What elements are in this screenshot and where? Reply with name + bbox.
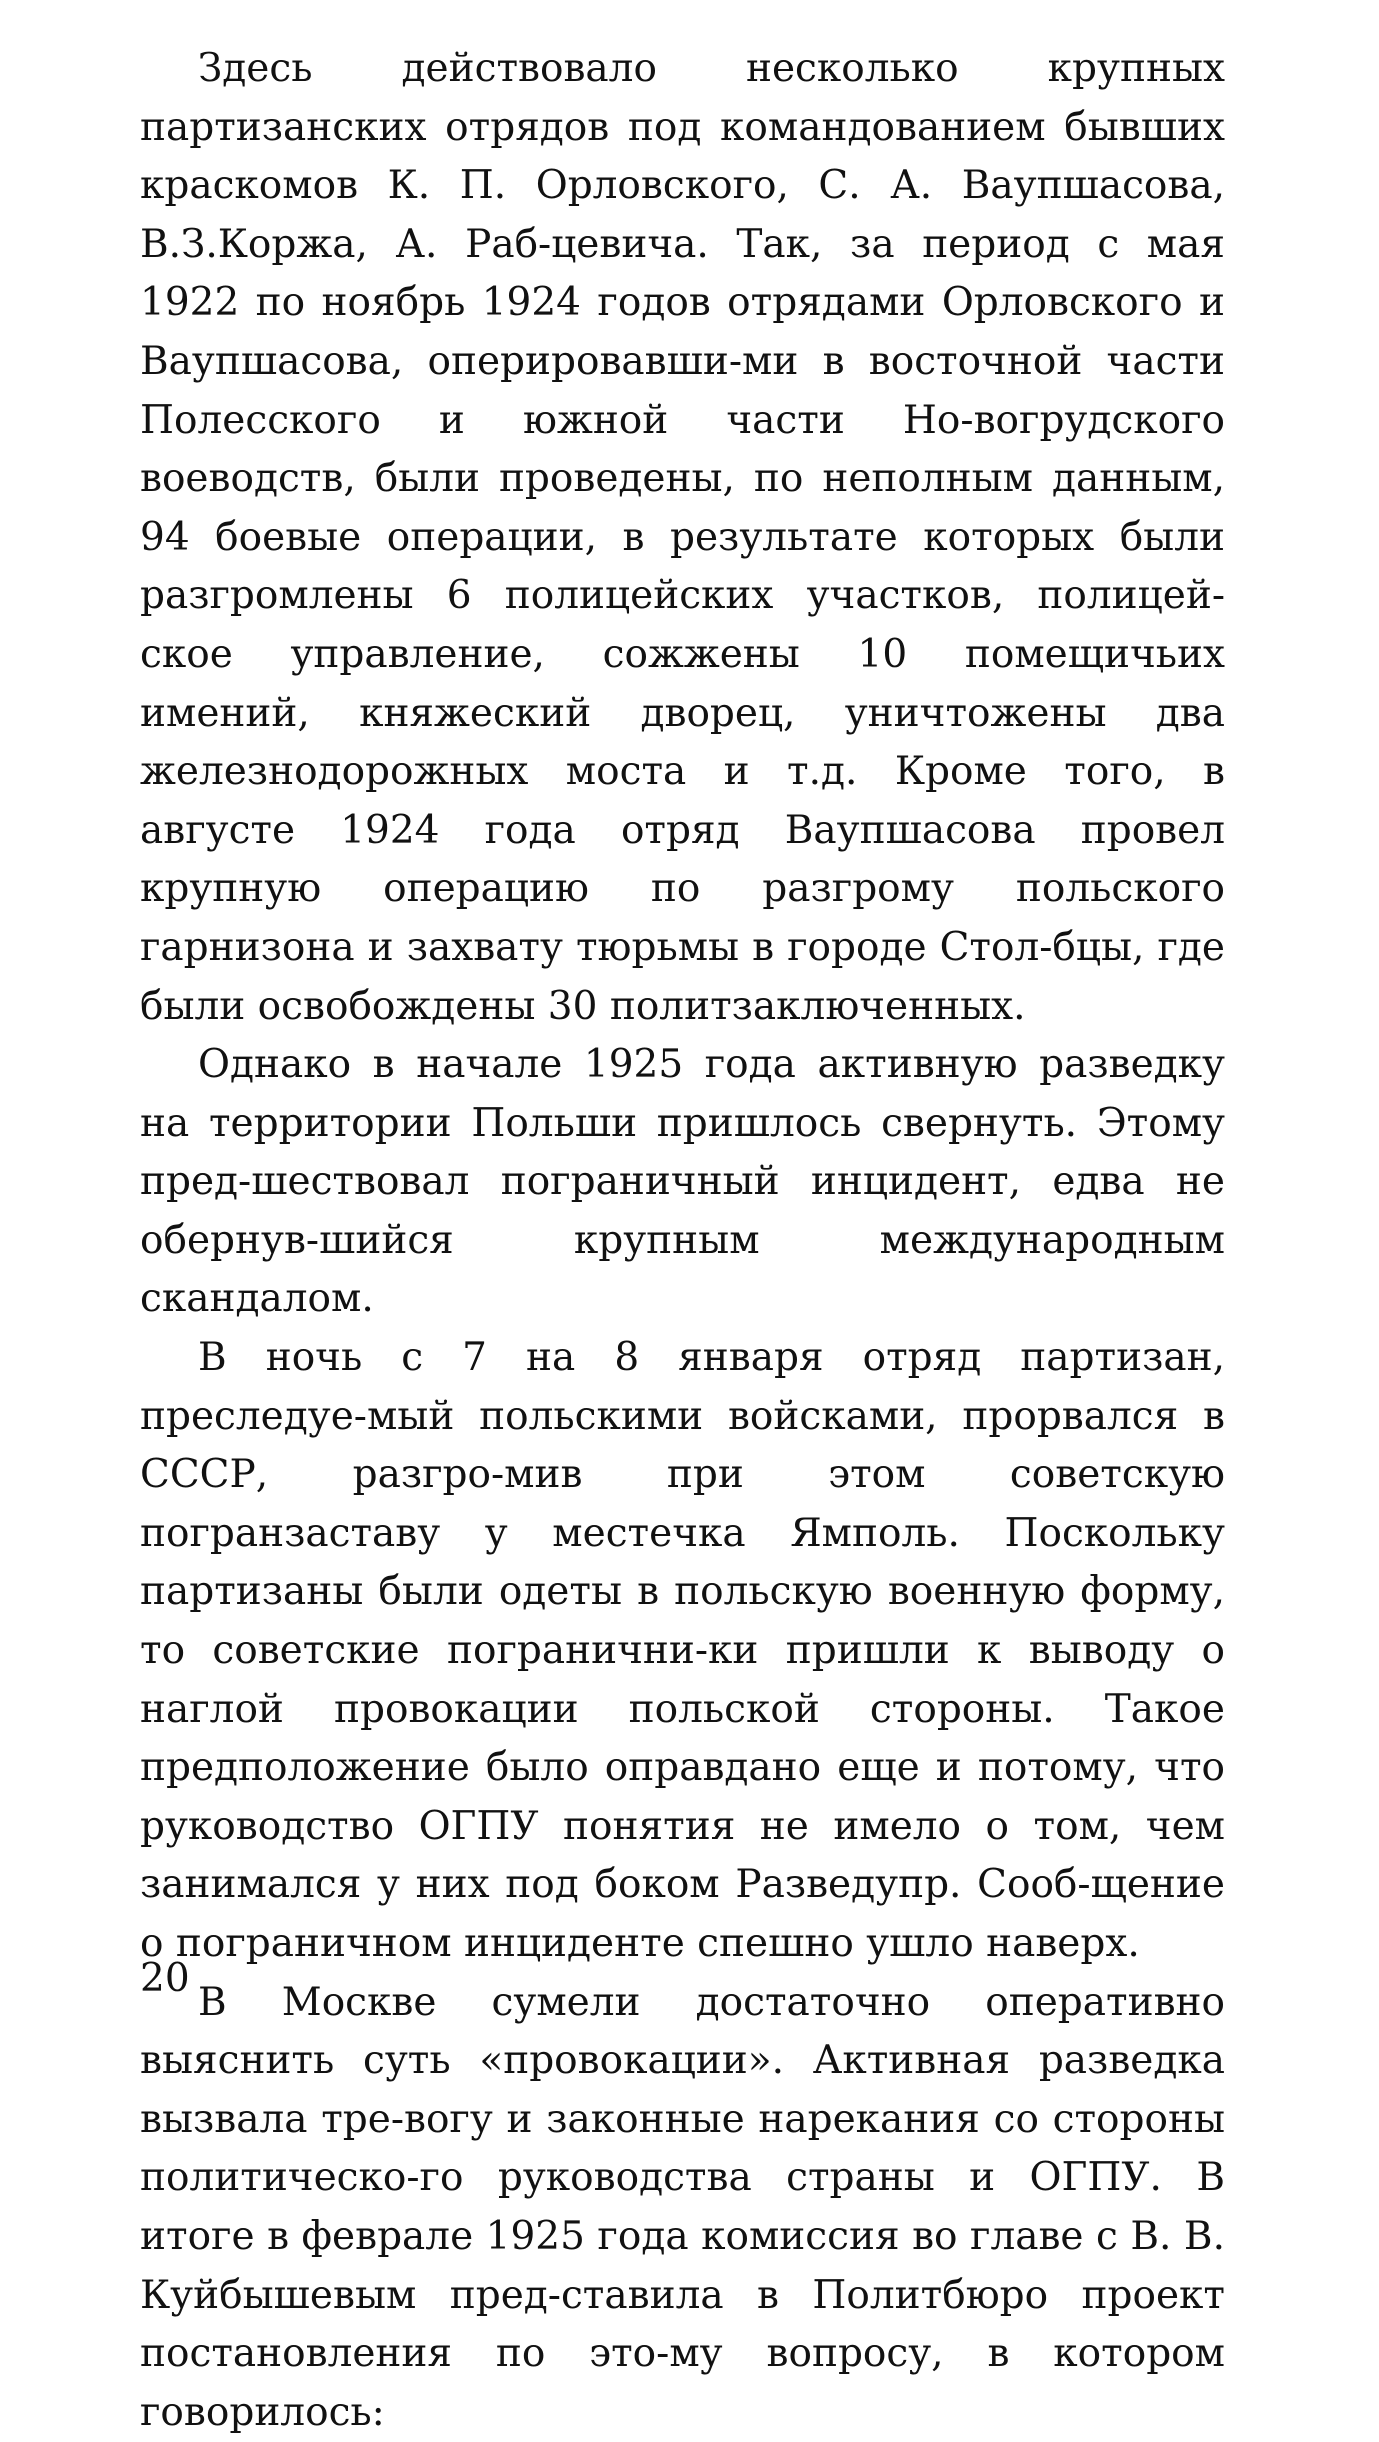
paragraph-yampol-raid: В ночь с 7 на 8 января отряд партизан, преследуе-мый польскими войсками, прорвался в СССР, разгро-мив при этом советскую погранзаставу у местечка Ямполь. Поскольку партизаны были одеты в польскую военную форму, то советские погранични-ки пришли к выводу о наглой провокации польской стороны. Такое предположение было оправдано еще и потому, что руководство ОГПУ понятия не имело о том, чем занимался у них под боком Разведупр. Сооб-щение о пограничном инциденте спешно ушло наверх. bbox=[140, 1335, 1225, 1966]
paragraph-partisan-units: Здесь действовало несколько крупных партизанских отрядов под командованием бывших краскомов К. П. Орловского, С. А. Ваупшасова, В.З.Коржа, А. Раб-цевича. Так, за период с мая 1922 по ноябрь 1924 годов отрядами Орловского и Ваупшасова, оперировавши-ми в восточной части Полесского и южной части Но-вогрудского воеводств, были проведены, по неполным данным, 94 боевые операции, в результате которых были разгромлены 6 полицейских участков, полицей-ское управление, сожжены 10 помещичьих имений, княжеский дворец, уничтожены два железнодорожных моста и т.д. Кроме того, в августе 1924 года отряд Ваупшасова провел крупную операцию по разгрому польского гарнизона и захвату тюрьмы в городе Стол-бцы, где были освобождены 30 политзаключенных. bbox=[140, 46, 1225, 1029]
paragraph-border-incident: Однако в начале 1925 года активную разведку на территории Польши пришлось свернуть. Этому пред-шествовал пограничный инцидент, едва не обернув-шийся крупным международным скандалом. bbox=[140, 1042, 1225, 1322]
body-text bbox=[140, 40, 1225, 2442]
page-number: 20 bbox=[140, 1956, 190, 2001]
paragraph-moscow-commission: В Москве сумели достаточно оперативно выяснить суть «провокации». Активная разведка вызвала тре-вогу и законные нарекания со стороны политическо-го руководства страны и ОГПУ. В итоге в феврале 1925 года комиссия во главе с В. В. Куйбышевым пред-ставила в Политбюро проект постановления по это-му вопросу, в котором говорилось: bbox=[140, 1979, 1225, 2435]
